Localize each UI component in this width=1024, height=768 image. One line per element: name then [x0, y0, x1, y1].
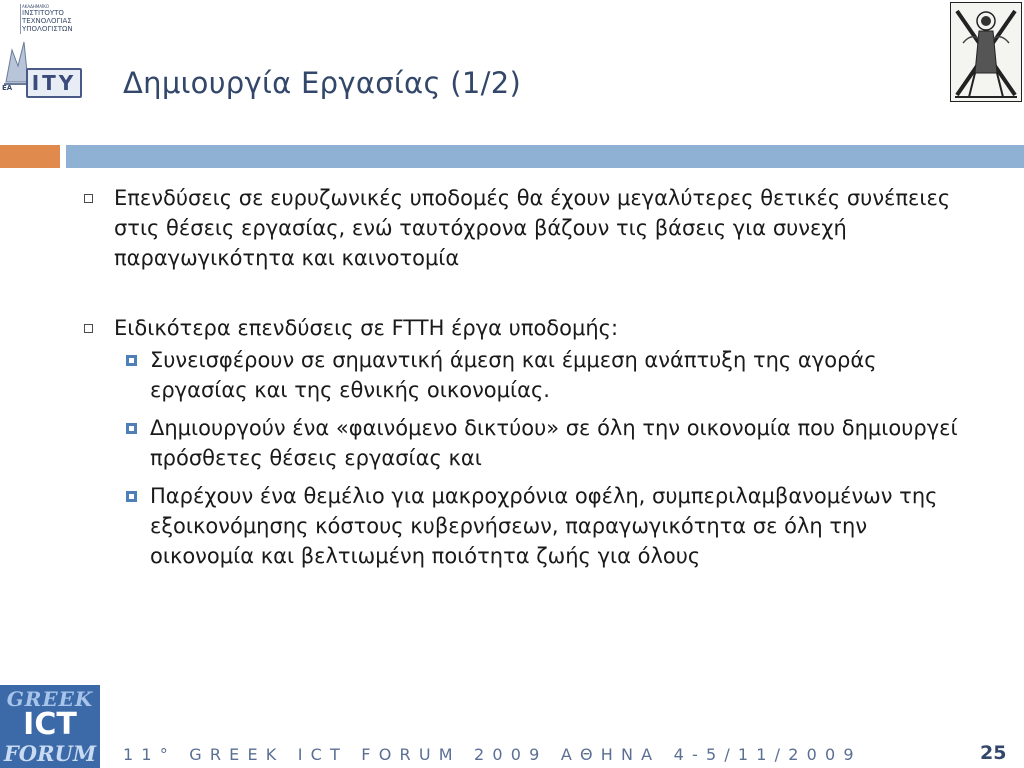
sub-bullet-item: [80, 481, 960, 571]
bullet-text: Ειδικότερα επενδύσεις σε FTTH έργα υποδομής:: [114, 316, 619, 340]
sub-bullet-icon: [126, 491, 137, 502]
saint-seal-icon: [951, 3, 1021, 101]
forum-logo-line: GREEK: [6, 687, 94, 711]
slide-content: [80, 183, 960, 579]
sub-bullet-text: Δημιουργούν ένα «φαινόμενο δικτύου» σε όλη την οικονομία που δημιουργεί πρόσθετες θέσεις εργασίας και: [150, 416, 958, 470]
greek-ict-forum-logo: [0, 685, 100, 768]
forum-logo-line: FORUM: [3, 741, 97, 766]
forum-logo-line: ICT: [23, 707, 77, 742]
bullet-item: [80, 313, 960, 343]
square-bullet-icon: [84, 324, 93, 333]
sub-bullet-text: Παρέχουν ένα θεμέλιο για μακροχρόνια οφέλη, συμπεριλαμβανομένων της εξοικονόμησης κόστους κυβερνήσεων, παραγωγικότητα σε όλη την οικονομία και βελτιωμένη ποιότητα ζωής για όλους: [150, 484, 938, 568]
saint-seal-logo: [950, 2, 1022, 102]
sub-bullet-list: [80, 345, 960, 571]
footer-event-text: 11° GREEK ICT FORUM 2009 ΑΘΗΝΑ 4-5/11/2009: [123, 745, 862, 764]
sub-bullet-icon: [126, 423, 137, 434]
logo-line: ΑΚΑΔΗΜΑΪΚΟ: [22, 4, 49, 9]
bullet-text: Επενδύσεις σε ευρυζωνικές υποδομές θα έχουν μεγαλύτερες θετικές συνέπειες στις θέσεις εργασίας, ενώ ταυτόχρονα βάζουν τις βάσεις για συνεχή παραγωγικότητα και καινοτομία: [114, 186, 951, 270]
logo-prefix: EA: [2, 84, 13, 92]
accent-bar-blue: [66, 145, 1024, 168]
sub-bullet-icon: [126, 355, 137, 366]
institute-logo: [0, 0, 82, 100]
logo-line: ΙΝΣΤΙΤΟΥΤΟ: [22, 9, 64, 17]
institute-logo-text: [22, 4, 80, 33]
logo-word: ITY: [26, 68, 82, 98]
accent-bar-orange: [0, 145, 60, 168]
square-bullet-icon: [84, 194, 93, 203]
bullet-item: [80, 183, 960, 273]
logo-line: ΤΕΧΝΟΛΟΓΙΑΣ: [22, 17, 72, 25]
slide-title: Δημιουργία Εργασίας (1/2): [123, 66, 522, 100]
sub-bullet-item: [80, 345, 960, 405]
page-number: 25: [980, 742, 1007, 764]
sub-bullet-text: Συνεισφέρουν σε σημαντική άμεση και έμμεση ανάπτυξη της αγοράς εργασίας και της εθνικής οικονομίας.: [150, 348, 877, 402]
sub-bullet-item: [80, 413, 960, 473]
logo-line: ΥΠΟΛΟΓΙΣΤΩΝ: [22, 25, 73, 33]
